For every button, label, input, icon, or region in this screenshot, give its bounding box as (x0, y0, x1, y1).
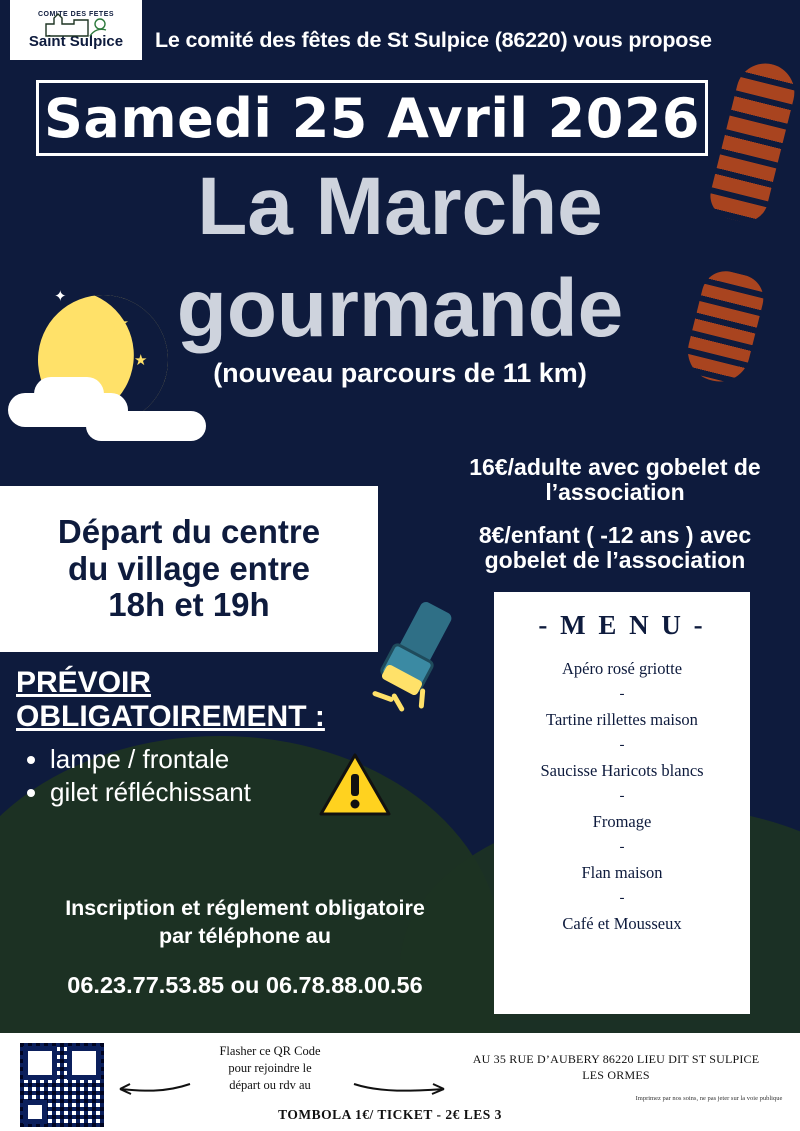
star-icon: ★ (108, 311, 130, 338)
fineprint: Imprimez par nos soins, ne pas jeter sur la voie publique (635, 1095, 783, 1102)
menu-separator: - (619, 737, 625, 753)
registration-line-2: par téléphone au (158, 923, 332, 948)
organizer-logo (10, 0, 142, 60)
menu-item: Tartine rillettes maison (546, 710, 698, 729)
qr-code[interactable] (20, 1043, 104, 1127)
address-line-2: LES ORMES (582, 1068, 650, 1083)
arrow-right-icon (352, 1081, 448, 1095)
qr-finder-icon (23, 1100, 47, 1124)
light-ray-icon (419, 688, 426, 708)
registration-line-1: Inscription et réglement obligatoire (65, 896, 425, 920)
tombola-info: TOMBOLA 1€/ TICKET - 2€ LES 3 (278, 1107, 502, 1122)
intro-text: Le comité des fêtes de St Sulpice (86220) vous propose (155, 28, 712, 52)
qr-instructions (196, 1043, 344, 1094)
address-line-1: AU 35 RUE D’AUBERY 86220 LIEU DIT ST SULPICE (472, 1052, 760, 1066)
price-adult: 16€/adulte avec gobelet de l’association (469, 454, 761, 505)
requirements-title-line-1: PRÉVOIR (16, 666, 152, 699)
departure-line-2: du village entre (67, 549, 311, 587)
page-title-line-1: La Marche (197, 161, 603, 252)
price-child: 8€/enfant ( -12 ans ) avec gobelet de l’association (478, 522, 752, 573)
departure-line-1: Départ du centre (57, 512, 321, 550)
phone-numbers: 06.23.77.53.85 ou 06.78.88.00.56 (67, 972, 423, 998)
menu-title: - M E N U - (538, 610, 706, 640)
arrow-left-icon (114, 1081, 192, 1095)
menu-item: Fromage (592, 812, 652, 831)
page-subtitle: (nouveau parcours de 11 km) (213, 358, 587, 388)
footer (0, 1033, 800, 1131)
list-item: • lampe / frontale (50, 743, 416, 776)
page-title-line-2: gourmande (176, 263, 624, 354)
menu-item: Flan maison (581, 863, 663, 882)
address-block (456, 1051, 776, 1083)
logo-line-1: COMITE DES FETES (37, 11, 115, 18)
star-icon: ★ (134, 352, 148, 369)
departure-info-box (0, 486, 378, 652)
date-box (36, 80, 708, 156)
list-item: • gilet réfléchissant (50, 776, 416, 809)
qr-instruction-line-1: Flasher ce QR Code (219, 1044, 321, 1058)
menu-item: Café et Mousseux (562, 914, 682, 933)
village-sketch-icon (44, 12, 108, 38)
menu-separator: - (619, 890, 625, 906)
requirements-title-line-2: OBLIGATOIREMENT : (16, 699, 325, 733)
warning-icon (318, 752, 392, 818)
menu-box (494, 592, 750, 1014)
menu-separator: - (619, 686, 625, 702)
qr-instruction-line-2: pour rejoindre le (228, 1060, 312, 1075)
qr-instruction-line-3: départ ou rdv au (229, 1077, 311, 1092)
cloud-icon (86, 411, 206, 441)
menu-separator: - (619, 839, 625, 855)
menu-separator: - (619, 788, 625, 804)
registration-info (0, 895, 490, 951)
departure-line-3: 18h et 19h (108, 586, 270, 624)
menu-item: Apéro rosé griotte (561, 659, 683, 678)
logo-line-2: Saint Sulpice (28, 33, 124, 50)
event-date: Samedi 25 Avril 2026 (44, 86, 700, 150)
star-icon: ✦ (54, 288, 67, 305)
menu-item: Saucisse Haricots blancs (540, 761, 704, 780)
